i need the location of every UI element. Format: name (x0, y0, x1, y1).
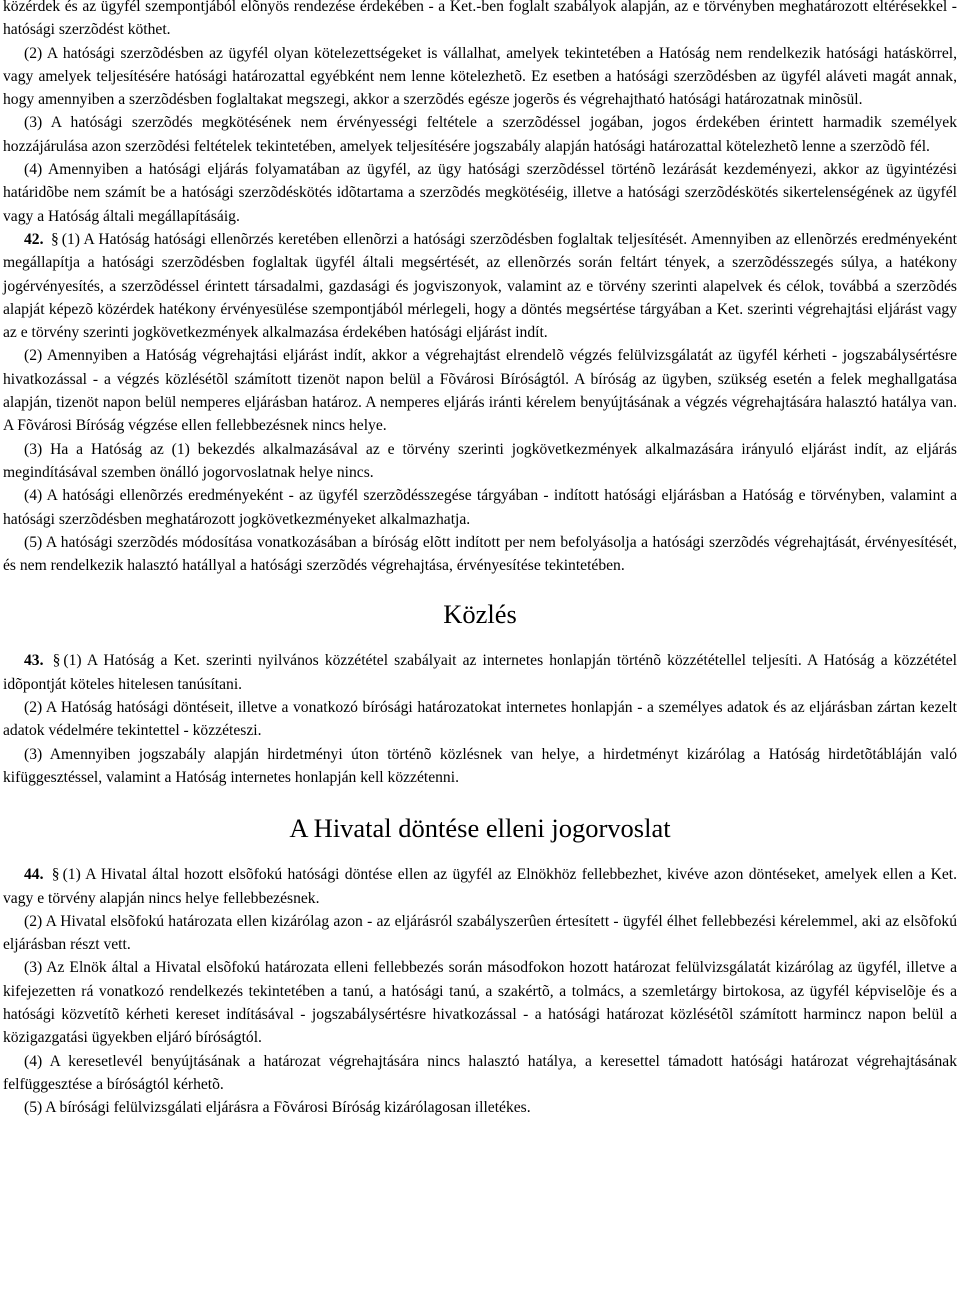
section-number: 43. (24, 652, 44, 670)
paragraph: (2) A hatósági szerzõdésben az ügyfél olyan kötelezettségeket is vállalhat, amelyek tekintetében a Hatóság nem rendelkezik hatósági hatáskörrel, vagy amelyek teljesítésére hatósági határozattal egyébként nem lenne kötelezhetõ. Ez esetben a hatósági szerzõdésben az ügyfél aláveti magát annak, hogy amennyiben a szerzõdésben foglaltakat megszegi, akkor a szerzõdés egésze jogerõs és végrehajtható hatósági határozatnak minõsül. (3, 44, 957, 109)
section-sign: § (50, 230, 59, 248)
paragraph: (2) A Hivatal elsõfokú határozata ellen kizárólag azon - az eljárásról szabályszerûen értesített - ügyfél élhet fellebbezési kérelemmel, aki az elsõfokú eljárásban részt vett. (3, 912, 957, 954)
section-43-paragraph (3, 649, 957, 696)
paragraph: (2) A Hatóság hatósági döntéseit, illetve a vonatkozó bírósági határozatokat internetes honlapján - a személyes adatok és az eljárásban zártan kezelt adatok védelmére tekintettel - közzéteszi. (3, 699, 957, 740)
paragraph: (4) A hatósági ellenõrzés eredményeként - az ügyfél szerzõdésszegése tárgyában - indított hatósági eljárásban a Hatóság e törvényben, valamint a hatósági szerzõdésben meghatározott jogkövetkezményeket alkalmazhatja. (3, 487, 957, 528)
paragraph: (3) Amennyiben jogszabály alapján hirdetményi úton történõ közlésnek van helye, a hirdetményt kizárólag a Hatóság hirdetõtábláján való kifüggesztéssel, valamint a Hatóság internetes honlapján kell közzétenni. (3, 745, 957, 786)
paragraph: közérdek és az ügyfél szempontjából elõnyös rendezése érdekében - a Ket.-ben foglalt szabályok alapján, az e törvényben meghatározott eltérésekkel - hatósági szerzõdést köthet. (3, 0, 957, 39)
paragraph-text: (1) A Hivatal által hozott elsõfokú hatósági döntése ellen az ügyfél az Elnökhöz fellebbezhet, kivéve azon döntéseket, amelyek ellen a Ket. vagy e törvény alapján nincs helye fellebbezésnek. (3, 866, 957, 907)
section-number: 42. (24, 230, 44, 248)
paragraph: (4) Amennyiben a hatósági eljárás folyamatában az ügyfél, az ügy hatósági szerzõdéssel történõ lezárását kezdeményezi, akkor az ügyintézési határidõbe nem számít be a hatósági szerzõdéskötés idõtartama a szerzõdés megkötéséig, illetve a hatósági szerzõdéskötés sikertelenségének az ügyfél vagy a Hatóság általi megállapításáig. (3, 161, 957, 225)
section-42-paragraph (3, 228, 957, 344)
section-sign: § (51, 866, 60, 884)
section-heading: A Hivatal döntése elleni jogorvoslat (289, 813, 671, 844)
section-heading: Közlés (443, 599, 517, 630)
section-number: 44. (24, 866, 44, 884)
paragraph: (3) A hatósági szerzõdés megkötésének nem érvényességi feltétele a szerzõdéssel jogában, jogos érdekében érintett harmadik személyek hozzájárulása azon szerzõdési feltételek tekintetében, amelyek teljesítésére jogszabály alapján hatósági határozattal kötelezhetõ lenne a szerzõdõ fél. (3, 114, 957, 155)
paragraph: (5) A hatósági szerzõdés módosítása vonatkozásában a bíróság elõtt indított per nem befolyásolja a hatósági szerzõdés végrehajtását, érvényesítését, és nem rendelkezik halasztó hatállyal a hatósági szerzõdés végrehajtása, érvényesítése tekintetében. (3, 533, 957, 575)
paragraph: (2) Amennyiben a Hatóság végrehajtási eljárást indít, akkor a végrehajtást elrendelõ végzés felülvizsgálatát az ügyfél kérheti - jogszabálysértésre hivatkozással - a végzés közlésétõl számított tizenöt napon belül a Fõvárosi Bíróságtól. A bíróság az ügyben, szükség esetén a felek meghallgatása alapján, tizenöt napon belül nemperes eljárásban határoz. A nemperes eljárás iránti kérelem benyújtásának a végzés végrehajtására halasztó hatálya van. A Fõvárosi Bíróság végzése ellen fellebbezésnek nincs helye. (3, 347, 957, 435)
paragraph: (3) Ha a Hatóság az (1) bekezdés alkalmazásával az e törvény szerinti jogkövetkezmények alkalmazására irányuló eljárást indít, az eljárás megindításával szemben önálló jogorvoslatnak helye nincs. (3, 440, 957, 481)
paragraph: (4) A keresetlevél benyújtásának a határozat végrehajtására nincs halasztó hatálya, a keresettel támadott hatósági határozat végrehajtásának felfüggesztése a bíróságtól kérhetõ. (3, 1052, 957, 1093)
paragraph-text: (1) A Hatóság hatósági ellenõrzés keretében ellenõrzi a hatósági szerzõdésben foglaltak teljesítését. Amennyiben az ellenõrzés eredményeként megállapítja a hatósági szerzõdésben foglaltak ügyfél általi megsértését, az ellenõrzés során feltárt tények, a szerzõdésszegés súlya, a hatékony jogérvényesítés, a szerzõdéssel érintett társadalmi, gazdasági és jogviszonyok, valamint az e törvény szerinti alapelvek és célok, továbbá a szerzõdés alapját képezõ közérdek hatékony érvényesülése szempontjából mérlegeli, hogy a döntés megsértése tárgyában a Ket. szerinti végrehajtási eljárást vagy az e törvény szerinti jogkövetkezmények alkalmazása érdekében hatósági eljárást indít. (3, 230, 957, 342)
section-44-paragraph (3, 863, 957, 910)
section-sign: § (52, 652, 61, 670)
paragraph: (3) Az Elnök által a Hivatal elsõfokú határozata elleni fellebbezés során másodfokon hozott határozat felülvizsgálatát kizárólag az ügyfél, illetve a kifejezetten rá vonatkozó rendelkezés tekintetében a tanú, a hatósági tanú, a szakértõ, a tolmács, a szemletárgy birtokosa, az ügyfél képviselõje és a hatósági közvetítõ kérheti kereset indításával - jogszabálysértésre hivatkozással - a hatósági határozat közlésétõl számított harmincz napon belül a közigazgatási ügyekben eljáró bíróságtól. (3, 959, 957, 1047)
paragraph: (5) A bírósági felülvizsgálati eljárásra a Fõvárosi Bíróság kizárólagosan illetékes. (24, 1099, 531, 1117)
paragraph-text: (1) A Hatóság a Ket. szerinti nyilvános közzététel szabályait az internetes honlapján történõ közzététellel teljesíti. A Hatóság a közzététel idõpontját köteles hitelesen tanúsítani. (3, 652, 957, 693)
